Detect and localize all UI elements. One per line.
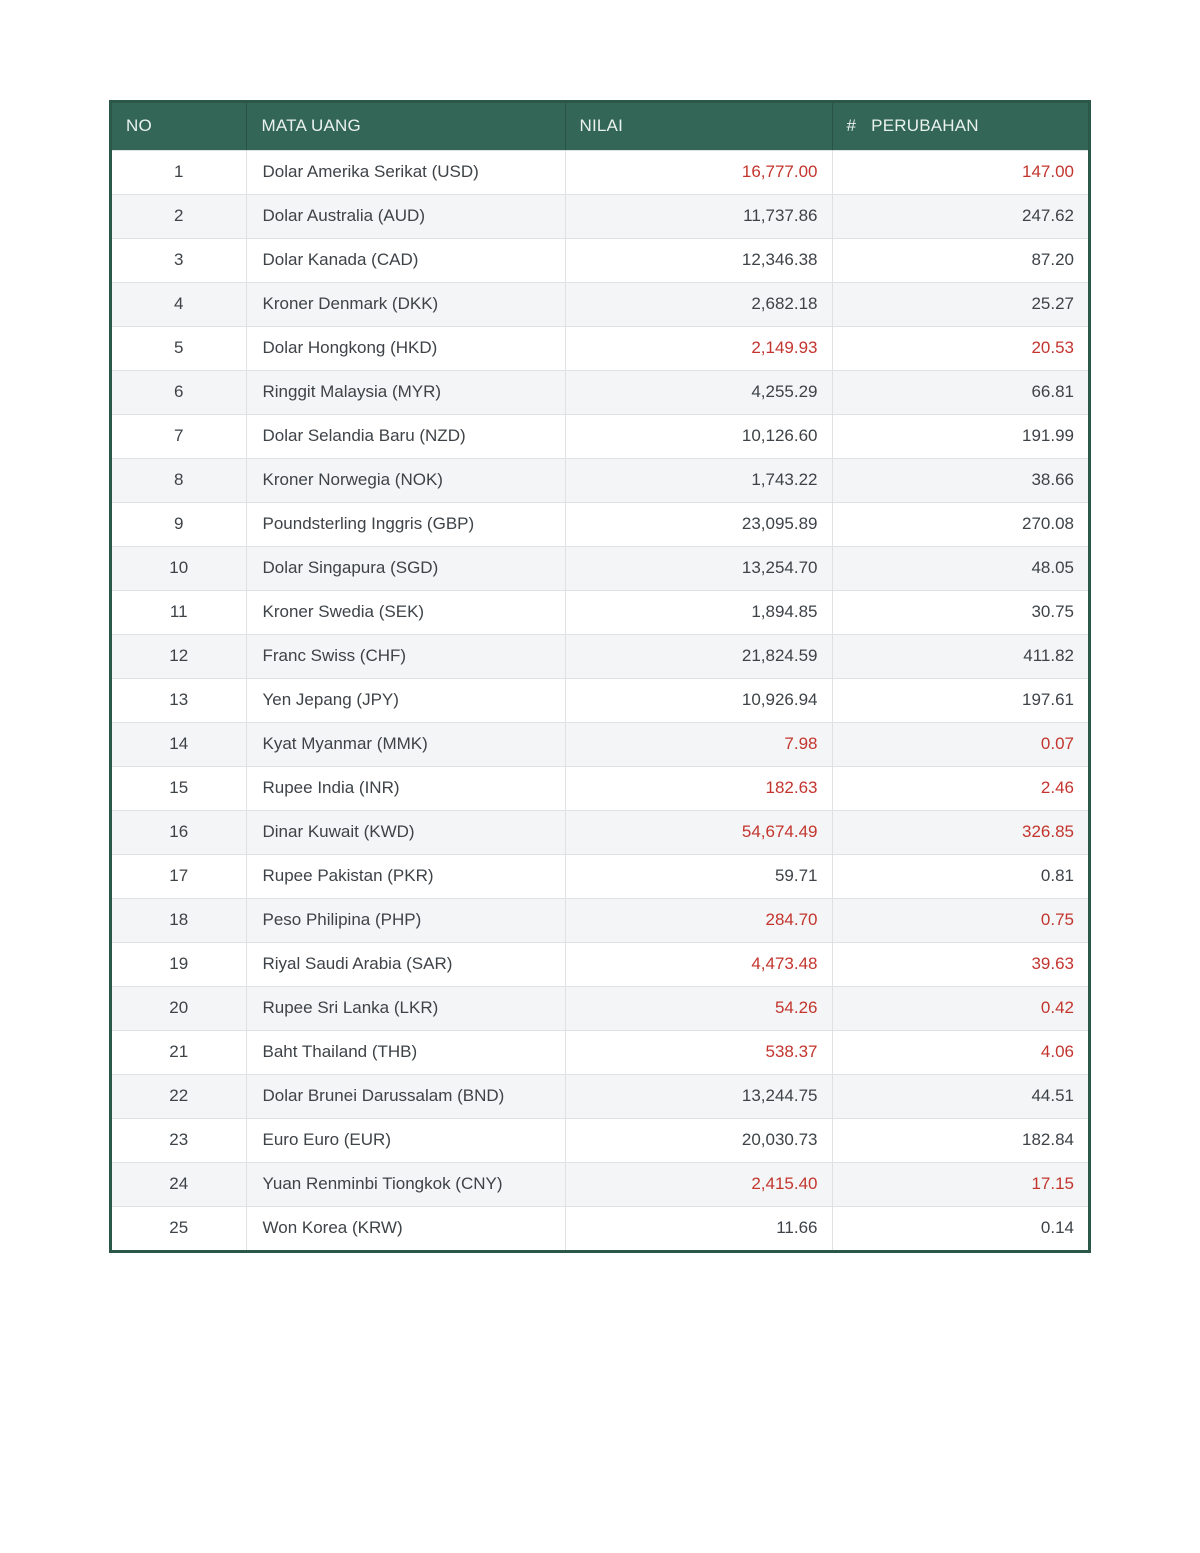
currency-name-cell: Dolar Australia (AUD) — [246, 194, 565, 238]
table-row — [112, 370, 1088, 414]
row-number-cell: 15 — [112, 766, 246, 810]
currency-name-cell: Peso Philipina (PHP) — [246, 898, 565, 942]
change-cell: 39.63 — [832, 942, 1088, 986]
change-cell: 411.82 — [832, 634, 1088, 678]
table-row — [112, 1118, 1088, 1162]
column-header-nilai-label: NILAI — [579, 116, 624, 136]
value-cell: 1,743.22 — [565, 458, 832, 502]
row-number-cell: 19 — [112, 942, 246, 986]
change-cell: 25.27 — [832, 282, 1088, 326]
value-cell: 12,346.38 — [565, 238, 832, 282]
table-row — [112, 854, 1088, 898]
currency-name-cell: Dolar Amerika Serikat (USD) — [246, 150, 565, 194]
change-cell: 270.08 — [832, 502, 1088, 546]
currency-name-cell: Rupee India (INR) — [246, 766, 565, 810]
value-cell: 4,255.29 — [565, 370, 832, 414]
currency-name-cell: Won Korea (KRW) — [246, 1206, 565, 1250]
row-number-cell: 22 — [112, 1074, 246, 1118]
column-header-perubahan-label: PERUBAHAN — [871, 116, 979, 136]
change-cell: 87.20 — [832, 238, 1088, 282]
column-header-mata-uang-label: MATA UANG — [261, 116, 361, 136]
change-cell: 147.00 — [832, 150, 1088, 194]
row-number-cell: 23 — [112, 1118, 246, 1162]
row-number-cell: 14 — [112, 722, 246, 766]
change-cell: 17.15 — [832, 1162, 1088, 1206]
value-cell: 2,415.40 — [565, 1162, 832, 1206]
value-cell: 182.63 — [565, 766, 832, 810]
change-cell: 48.05 — [832, 546, 1088, 590]
column-header-no — [112, 103, 246, 150]
change-cell: 0.14 — [832, 1206, 1088, 1250]
table-row — [112, 414, 1088, 458]
change-cell: 0.42 — [832, 986, 1088, 1030]
value-cell: 20,030.73 — [565, 1118, 832, 1162]
value-cell: 11,737.86 — [565, 194, 832, 238]
row-number-cell: 3 — [112, 238, 246, 282]
row-number-cell: 21 — [112, 1030, 246, 1074]
column-header-perubahan — [832, 103, 1088, 150]
currency-name-cell: Riyal Saudi Arabia (SAR) — [246, 942, 565, 986]
row-number-cell: 17 — [112, 854, 246, 898]
value-cell: 16,777.00 — [565, 150, 832, 194]
row-number-cell: 4 — [112, 282, 246, 326]
column-header-mata-uang — [246, 103, 565, 150]
table-row — [112, 722, 1088, 766]
value-cell: 2,149.93 — [565, 326, 832, 370]
change-cell: 4.06 — [832, 1030, 1088, 1074]
currency-name-cell: Kroner Denmark (DKK) — [246, 282, 565, 326]
value-cell: 13,244.75 — [565, 1074, 832, 1118]
value-cell: 284.70 — [565, 898, 832, 942]
currency-name-cell: Dolar Brunei Darussalam (BND) — [246, 1074, 565, 1118]
value-cell: 13,254.70 — [565, 546, 832, 590]
row-number-cell: 9 — [112, 502, 246, 546]
table-row — [112, 238, 1088, 282]
change-cell: 247.62 — [832, 194, 1088, 238]
change-cell: 326.85 — [832, 810, 1088, 854]
value-cell: 23,095.89 — [565, 502, 832, 546]
change-cell: 182.84 — [832, 1118, 1088, 1162]
value-cell: 54.26 — [565, 986, 832, 1030]
row-number-cell: 18 — [112, 898, 246, 942]
change-cell: 2.46 — [832, 766, 1088, 810]
row-number-cell: 8 — [112, 458, 246, 502]
change-cell: 197.61 — [832, 678, 1088, 722]
currency-name-cell: Kroner Norwegia (NOK) — [246, 458, 565, 502]
row-number-cell: 10 — [112, 546, 246, 590]
currency-name-cell: Dolar Kanada (CAD) — [246, 238, 565, 282]
currency-rates-table-container — [109, 100, 1091, 1253]
row-number-cell: 20 — [112, 986, 246, 1030]
row-number-cell: 7 — [112, 414, 246, 458]
row-number-cell: 13 — [112, 678, 246, 722]
table-row — [112, 1206, 1088, 1250]
column-header-nilai — [565, 103, 832, 150]
table-row — [112, 150, 1088, 194]
value-cell: 11.66 — [565, 1206, 832, 1250]
currency-name-cell: Rupee Pakistan (PKR) — [246, 854, 565, 898]
header-row — [112, 103, 1088, 150]
change-cell: 20.53 — [832, 326, 1088, 370]
row-number-cell: 2 — [112, 194, 246, 238]
value-cell: 538.37 — [565, 1030, 832, 1074]
change-cell: 66.81 — [832, 370, 1088, 414]
table-row — [112, 678, 1088, 722]
table-row — [112, 326, 1088, 370]
table-row — [112, 810, 1088, 854]
value-cell: 2,682.18 — [565, 282, 832, 326]
currency-name-cell: Dolar Selandia Baru (NZD) — [246, 414, 565, 458]
row-number-cell: 12 — [112, 634, 246, 678]
table-row — [112, 898, 1088, 942]
currency-name-cell: Yuan Renminbi Tiongkok (CNY) — [246, 1162, 565, 1206]
table-row — [112, 502, 1088, 546]
currency-name-cell: Kroner Swedia (SEK) — [246, 590, 565, 634]
row-number-cell: 6 — [112, 370, 246, 414]
value-cell: 4,473.48 — [565, 942, 832, 986]
row-number-cell: 5 — [112, 326, 246, 370]
table-row — [112, 634, 1088, 678]
currency-name-cell: Dolar Singapura (SGD) — [246, 546, 565, 590]
currency-name-cell: Franc Swiss (CHF) — [246, 634, 565, 678]
value-cell: 7.98 — [565, 722, 832, 766]
table-row — [112, 986, 1088, 1030]
table-row — [112, 1030, 1088, 1074]
currency-name-cell: Dolar Hongkong (HKD) — [246, 326, 565, 370]
table-row — [112, 1074, 1088, 1118]
change-cell: 191.99 — [832, 414, 1088, 458]
row-number-cell: 24 — [112, 1162, 246, 1206]
currency-name-cell: Poundsterling Inggris (GBP) — [246, 502, 565, 546]
table-row — [112, 1162, 1088, 1206]
value-cell: 1,894.85 — [565, 590, 832, 634]
change-cell: 38.66 — [832, 458, 1088, 502]
table-row — [112, 590, 1088, 634]
value-cell: 59.71 — [565, 854, 832, 898]
change-cell: 0.07 — [832, 722, 1088, 766]
table-row — [112, 942, 1088, 986]
change-cell: 30.75 — [832, 590, 1088, 634]
currency-name-cell: Dinar Kuwait (KWD) — [246, 810, 565, 854]
currency-name-cell: Ringgit Malaysia (MYR) — [246, 370, 565, 414]
value-cell: 10,926.94 — [565, 678, 832, 722]
row-number-cell: 1 — [112, 150, 246, 194]
currency-rates-table — [112, 103, 1088, 1250]
currency-name-cell: Baht Thailand (THB) — [246, 1030, 565, 1074]
currency-name-cell: Rupee Sri Lanka (LKR) — [246, 986, 565, 1030]
table-row — [112, 546, 1088, 590]
table-row — [112, 766, 1088, 810]
table-row — [112, 282, 1088, 326]
change-cell: 0.81 — [832, 854, 1088, 898]
row-number-cell: 25 — [112, 1206, 246, 1250]
currency-name-cell: Yen Jepang (JPY) — [246, 678, 565, 722]
currency-name-cell: Kyat Myanmar (MMK) — [246, 722, 565, 766]
row-number-cell: 16 — [112, 810, 246, 854]
value-cell: 10,126.60 — [565, 414, 832, 458]
table-header — [112, 103, 1088, 150]
value-cell: 54,674.49 — [565, 810, 832, 854]
row-number-cell: 11 — [112, 590, 246, 634]
hash-icon: # — [846, 116, 857, 136]
change-cell: 44.51 — [832, 1074, 1088, 1118]
change-cell: 0.75 — [832, 898, 1088, 942]
value-cell: 21,824.59 — [565, 634, 832, 678]
table-body — [112, 150, 1088, 1250]
column-header-no-label: NO — [126, 116, 152, 136]
table-row — [112, 194, 1088, 238]
currency-name-cell: Euro Euro (EUR) — [246, 1118, 565, 1162]
table-row — [112, 458, 1088, 502]
